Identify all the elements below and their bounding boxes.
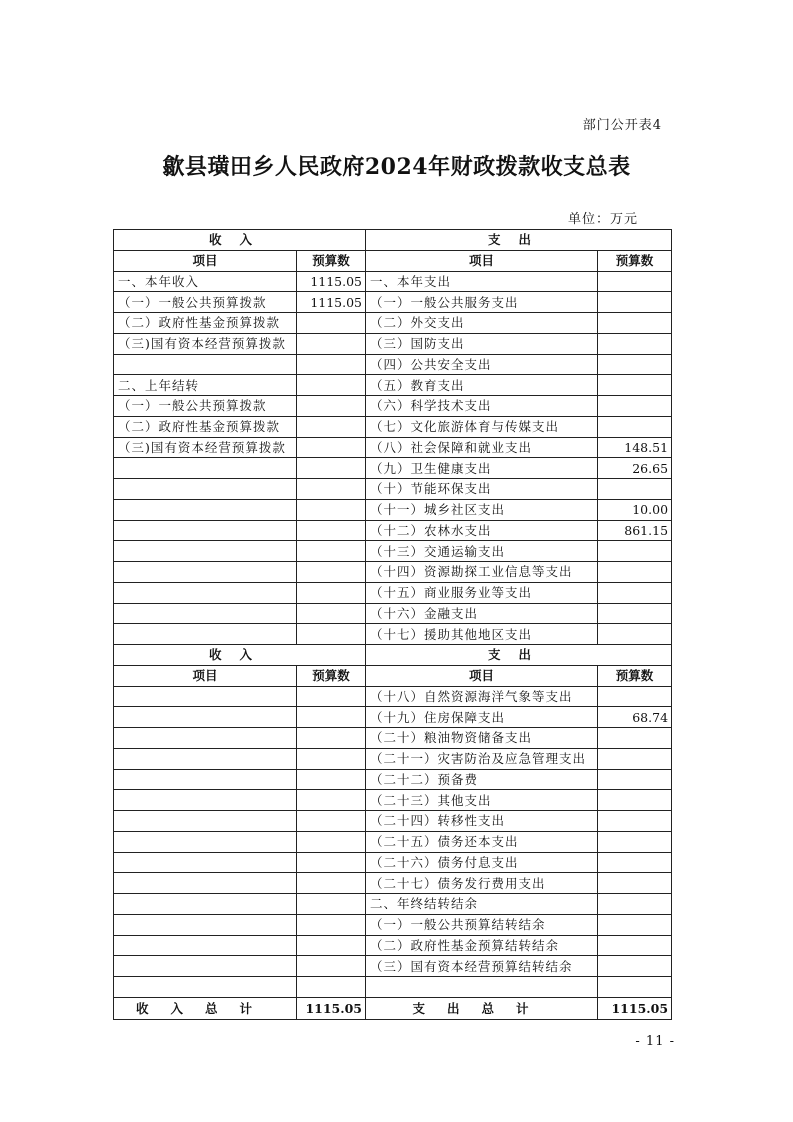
table-row [114, 416, 672, 437]
expense-value-cell [598, 354, 672, 375]
expense-item-cell: （三）国防支出 [366, 333, 598, 354]
page-number: - 11 - [635, 1034, 675, 1049]
expense-item-cell: （二十三）其他支出 [366, 790, 598, 811]
income-item-cell [114, 831, 297, 852]
expense-budget-header: 预算数 [598, 250, 672, 271]
expense-item-cell: （二十一）灾害防治及应急管理支出 [366, 748, 598, 769]
income-value-cell [297, 479, 366, 500]
expense-value-cell [598, 935, 672, 956]
unit-label: 单位：万元 [567, 212, 638, 227]
section-header-row [114, 230, 672, 251]
income-item-cell: （三)国有资本经营预算拨款 [114, 437, 297, 458]
income-value-cell [297, 458, 366, 479]
expense-value-cell [598, 333, 672, 354]
table-row [114, 831, 672, 852]
income-section-header: 收入 [114, 645, 366, 666]
income-value-cell [297, 437, 366, 458]
income-value-cell [297, 582, 366, 603]
expense-section-header: 支出 [366, 645, 672, 666]
expense-item-cell: （九）卫生健康支出 [366, 458, 598, 479]
table-row [114, 541, 672, 562]
expense-value-cell [598, 728, 672, 749]
income-value-cell [297, 541, 366, 562]
income-item-cell [114, 935, 297, 956]
table-row [114, 769, 672, 790]
expense-total-label: 支出总计 [366, 997, 598, 1019]
income-item-cell [114, 479, 297, 500]
expense-value-cell [598, 271, 672, 292]
expense-item-cell: （二十二）预备费 [366, 769, 598, 790]
income-item-cell: （三)国有资本经营预算拨款 [114, 333, 297, 354]
income-section-header: 收入 [114, 230, 366, 251]
income-value-cell [297, 313, 366, 334]
table-row [114, 977, 672, 998]
expense-value-cell: 68.74 [598, 707, 672, 728]
income-item-cell [114, 894, 297, 915]
table-row [114, 292, 672, 313]
income-value-cell [297, 790, 366, 811]
expense-value-cell [598, 562, 672, 583]
expense-value-cell [598, 375, 672, 396]
expense-value-cell [598, 956, 672, 977]
table-row [114, 458, 672, 479]
income-item-cell [114, 748, 297, 769]
table-row [114, 914, 672, 935]
income-value-cell [297, 831, 366, 852]
income-value-cell: 1115.05 [297, 271, 366, 292]
expense-item-cell: （八）社会保障和就业支出 [366, 437, 598, 458]
column-header-row [114, 665, 672, 686]
income-item-cell: 二、上年结转 [114, 375, 297, 396]
expense-value-cell [598, 894, 672, 915]
table-row [114, 313, 672, 334]
income-value-cell [297, 562, 366, 583]
expense-value-cell [598, 541, 672, 562]
income-item-cell [114, 728, 297, 749]
income-value-cell [297, 852, 366, 873]
expense-item-cell: （十六）金融支出 [366, 603, 598, 624]
income-item-cell: （二）政府性基金预算拨款 [114, 416, 297, 437]
expense-item-cell: （二十六）债务付息支出 [366, 852, 598, 873]
income-value-cell [297, 935, 366, 956]
income-value-cell [297, 499, 366, 520]
income-budget-header: 预算数 [297, 250, 366, 271]
income-item-cell [114, 686, 297, 707]
expense-item-header: 项目 [366, 250, 598, 271]
expense-item-cell: （十八）自然资源海洋气象等支出 [366, 686, 598, 707]
expense-item-cell: （二十）粮油物资储备支出 [366, 728, 598, 749]
income-value-cell [297, 769, 366, 790]
expense-value-cell [598, 479, 672, 500]
income-item-cell [114, 956, 297, 977]
income-total-value: 1115.05 [297, 997, 366, 1019]
income-item-cell: （一）一般公共预算拨款 [114, 292, 297, 313]
expense-budget-header: 预算数 [598, 665, 672, 686]
expense-item-cell: （十三）交通运输支出 [366, 541, 598, 562]
expense-item-cell [366, 977, 598, 998]
expense-value-cell [598, 769, 672, 790]
expense-value-cell [598, 873, 672, 894]
expense-value-cell [598, 396, 672, 417]
income-value-cell [297, 375, 366, 396]
expense-value-cell [598, 313, 672, 334]
income-item-cell [114, 977, 297, 998]
expense-value-cell [598, 416, 672, 437]
income-item-cell [114, 624, 297, 645]
total-row [114, 997, 672, 1019]
expense-value-cell [598, 790, 672, 811]
income-item-cell [114, 562, 297, 583]
table-tag: 部门公开表4 [582, 118, 662, 133]
expense-value-cell: 10.00 [598, 499, 672, 520]
expense-item-cell: （二）政府性基金预算结转结余 [366, 935, 598, 956]
expense-item-cell: （四）公共安全支出 [366, 354, 598, 375]
expense-item-cell: （二十五）债务还本支出 [366, 831, 598, 852]
expense-item-cell: （二）外交支出 [366, 313, 598, 334]
table-row [114, 624, 672, 645]
table-row [114, 499, 672, 520]
expense-value-cell [598, 603, 672, 624]
table-row [114, 520, 672, 541]
income-item-cell [114, 790, 297, 811]
table-row [114, 582, 672, 603]
expense-value-cell [598, 914, 672, 935]
expense-item-cell: （十二）农林水支出 [366, 520, 598, 541]
income-value-cell [297, 873, 366, 894]
table-row [114, 852, 672, 873]
expense-item-cell: （十九）住房保障支出 [366, 707, 598, 728]
expense-section-header: 支出 [366, 230, 672, 251]
table-row [114, 811, 672, 832]
income-value-cell [297, 956, 366, 977]
table-row [114, 333, 672, 354]
income-item-cell [114, 707, 297, 728]
income-value-cell [297, 914, 366, 935]
table-row [114, 748, 672, 769]
column-header-row [114, 250, 672, 271]
table-row [114, 437, 672, 458]
expense-item-cell: （二十七）债务发行费用支出 [366, 873, 598, 894]
table-row [114, 894, 672, 915]
table-row [114, 686, 672, 707]
expense-value-cell [598, 686, 672, 707]
expense-value-cell [598, 582, 672, 603]
expense-value-cell [598, 624, 672, 645]
expense-value-cell [598, 748, 672, 769]
income-value-cell [297, 728, 366, 749]
table-row [114, 603, 672, 624]
income-item-cell [114, 541, 297, 562]
expense-item-cell: （十七）援助其他地区支出 [366, 624, 598, 645]
income-item-cell [114, 520, 297, 541]
table-row [114, 707, 672, 728]
income-value-cell: 1115.05 [297, 292, 366, 313]
expense-value-cell [598, 811, 672, 832]
income-value-cell [297, 811, 366, 832]
page-title: 歙县璜田乡人民政府2024年财政拨款收支总表 [162, 154, 631, 180]
income-item-cell [114, 852, 297, 873]
table-row [114, 956, 672, 977]
income-item-cell [114, 769, 297, 790]
table-row [114, 271, 672, 292]
income-item-cell [114, 811, 297, 832]
table-row [114, 728, 672, 749]
income-value-cell [297, 396, 366, 417]
expense-value-cell [598, 831, 672, 852]
income-value-cell [297, 520, 366, 541]
income-item-cell [114, 499, 297, 520]
expense-item-cell: （十五）商业服务业等支出 [366, 582, 598, 603]
expense-item-cell: （五）教育支出 [366, 375, 598, 396]
income-value-cell [297, 416, 366, 437]
expense-value-cell: 26.65 [598, 458, 672, 479]
income-item-cell [114, 458, 297, 479]
expense-total-value: 1115.05 [598, 997, 672, 1019]
income-total-label: 收入总计 [114, 997, 297, 1019]
expense-item-cell: （二十四）转移性支出 [366, 811, 598, 832]
income-item-header: 项目 [114, 250, 297, 271]
income-item-cell: （二）政府性基金预算拨款 [114, 313, 297, 334]
table-row [114, 354, 672, 375]
table-row [114, 790, 672, 811]
income-value-cell [297, 333, 366, 354]
income-item-cell: （一）一般公共预算拨款 [114, 396, 297, 417]
income-item-cell [114, 582, 297, 603]
expense-value-cell [598, 852, 672, 873]
income-value-cell [297, 354, 366, 375]
expense-item-cell: （十四）资源勘探工业信息等支出 [366, 562, 598, 583]
expense-item-cell: 二、年终结转结余 [366, 894, 598, 915]
expense-value-cell: 148.51 [598, 437, 672, 458]
budget-table [113, 229, 672, 1020]
table-row [114, 396, 672, 417]
expense-item-cell: 一、本年支出 [366, 271, 598, 292]
expense-item-cell: （一）一般公共预算结转结余 [366, 914, 598, 935]
expense-item-header: 项目 [366, 665, 598, 686]
expense-value-cell [598, 977, 672, 998]
income-budget-header: 预算数 [297, 665, 366, 686]
expense-value-cell: 861.15 [598, 520, 672, 541]
income-value-cell [297, 977, 366, 998]
income-value-cell [297, 624, 366, 645]
income-value-cell [297, 707, 366, 728]
income-value-cell [297, 686, 366, 707]
expense-item-cell: （十一）城乡社区支出 [366, 499, 598, 520]
table-row [114, 935, 672, 956]
income-value-cell [297, 894, 366, 915]
table-row [114, 479, 672, 500]
table-row [114, 562, 672, 583]
expense-item-cell: （一）一般公共服务支出 [366, 292, 598, 313]
income-item-cell [114, 914, 297, 935]
expense-item-cell: （十）节能环保支出 [366, 479, 598, 500]
table-row [114, 375, 672, 396]
expense-item-cell: （六）科学技术支出 [366, 396, 598, 417]
income-item-cell [114, 354, 297, 375]
income-item-cell [114, 873, 297, 894]
income-value-cell [297, 748, 366, 769]
income-item-cell [114, 603, 297, 624]
expense-value-cell [598, 292, 672, 313]
section-header-row [114, 645, 672, 666]
income-value-cell [297, 603, 366, 624]
expense-item-cell: （七）文化旅游体育与传媒支出 [366, 416, 598, 437]
expense-item-cell: （三）国有资本经营预算结转结余 [366, 956, 598, 977]
table-row [114, 873, 672, 894]
income-item-header: 项目 [114, 665, 297, 686]
income-item-cell: 一、本年收入 [114, 271, 297, 292]
